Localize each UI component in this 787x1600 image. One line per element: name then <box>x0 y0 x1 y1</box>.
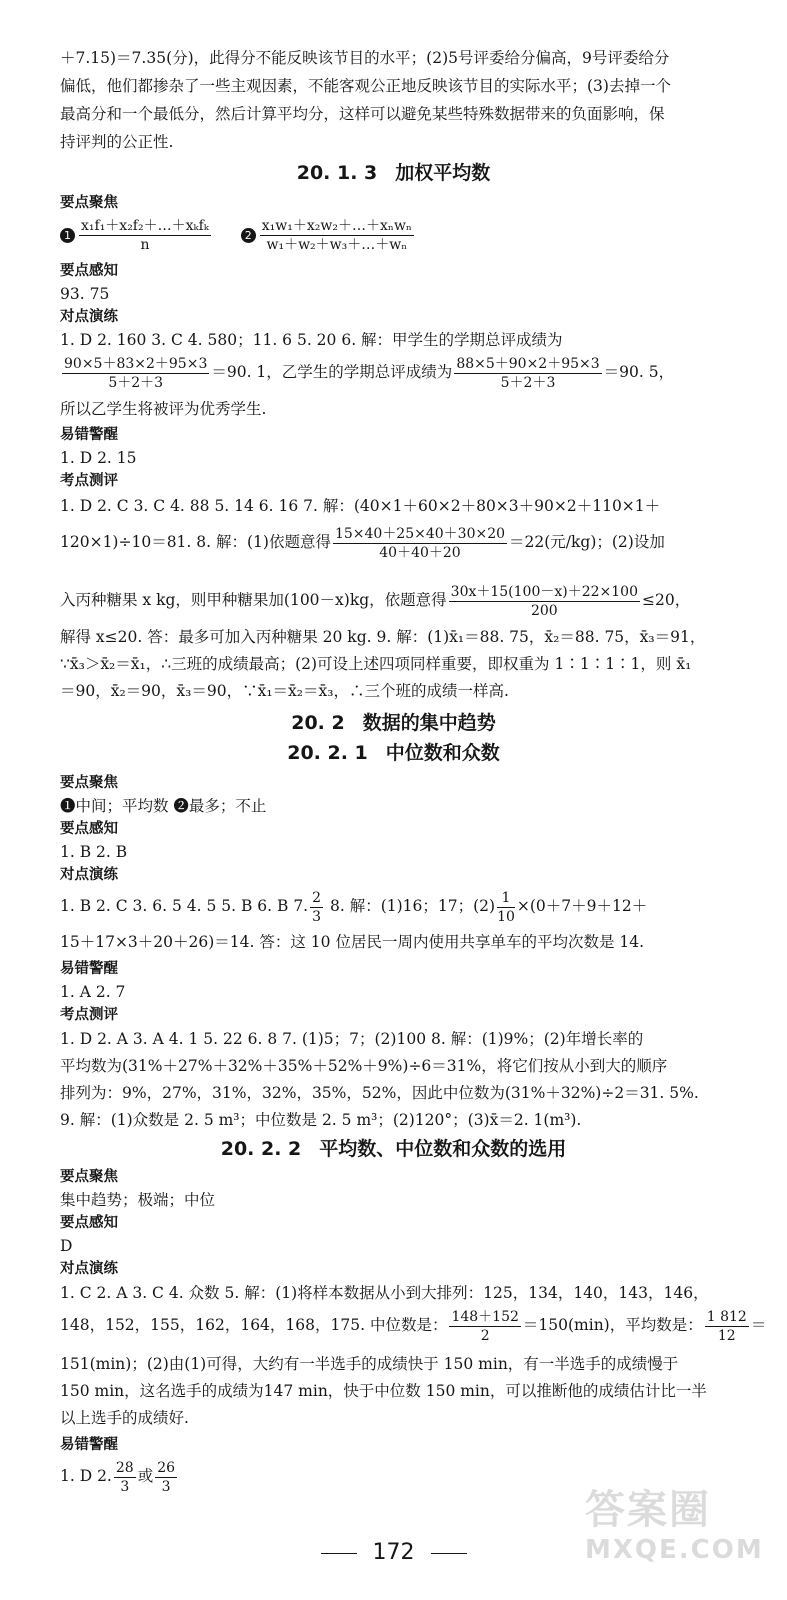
text-line: 150 min，这名选手的成绩为147 min，快于中位数 150 min，可以推断他的成绩估计比一半 <box>60 1382 707 1400</box>
text-line: 1. D 2. A 3. A 4. 1 5. 22 6. 8 7. (1)5；7；(2)100 8. 解：(1)9%；(2)年增长率的 <box>60 1030 644 1048</box>
subsection-label: 对点演练 <box>60 309 118 325</box>
fraction <box>79 217 211 254</box>
section-number: 20. 2. 1 <box>287 742 368 764</box>
subsection-label: 要点感知 <box>60 1215 118 1231</box>
numerator: 28 <box>115 1459 134 1476</box>
numerator: 90×5＋83×2＋95×3 <box>64 355 208 372</box>
formula-line <box>60 520 750 564</box>
text-line: 所以乙学生将被评为优秀学生. <box>60 400 267 418</box>
fraction <box>449 583 640 620</box>
denominator: 5＋2＋3 <box>108 374 164 391</box>
text-line: 持评判的公正性. <box>60 133 174 151</box>
denominator: 3 <box>312 908 322 925</box>
subsection-label: 对点演练 <box>60 1261 118 1277</box>
formula-line <box>60 1302 767 1348</box>
text-run: ＝22(元/kg)；(2)设加 <box>509 533 665 551</box>
dash-right <box>431 1553 467 1554</box>
text-run: 148，152，155，162，164，168，175. 中位数是： <box>60 1316 448 1334</box>
text-run: ＝90. 1，乙学生的学期总评成绩为 <box>211 363 453 381</box>
section-title: 数据的集中趋势 <box>362 712 496 734</box>
text-line: 1. C 2. A 3. C 4. 众数 5. 解：(1)将样本数据从小到大排列：125，134，140，143，146， <box>60 1284 709 1302</box>
text-line: 1. A 2. 7 <box>60 983 126 1001</box>
denominator: 10 <box>497 908 515 925</box>
numerator: 26 <box>157 1459 176 1476</box>
fraction <box>449 1308 520 1345</box>
section-title: 平均数、中位数和众数的选用 <box>319 1138 567 1160</box>
numerator: x₁w₁＋x₂w₂＋…＋xₙwₙ <box>261 217 412 234</box>
denominator: 40＋40＋20 <box>379 544 461 561</box>
subsection-label: 要点聚焦 <box>60 775 118 791</box>
text-line: 解得 x≤20. 答：最多可加入丙种糖果 20 kg. 9. 解：(1)x̄₁＝88. 75，x̄₂＝88. 75，x̄₃＝91， <box>60 628 706 646</box>
fraction <box>333 525 507 562</box>
section-title: 中位数和众数 <box>385 742 500 764</box>
numerator: 1 <box>497 889 515 908</box>
subsection-label: 易错警醒 <box>60 961 118 977</box>
page-number-text: 172 <box>372 1540 415 1565</box>
denominator: 200 <box>530 602 558 619</box>
section-title: 加权平均数 <box>395 162 491 184</box>
text-run: ＝90. 5， <box>603 363 675 381</box>
section-heading <box>0 710 787 736</box>
denominator: 2 <box>480 1327 490 1344</box>
fraction <box>497 889 515 926</box>
text-run: 1. B 2. C 3. 6. 5 4. 5 5. B 6. B 7. <box>60 897 309 915</box>
text-line: 1. D 2. 160 3. C 4. 580；11. 6 5. 20 6. 解：甲学生的学期总评成绩为 <box>60 331 563 349</box>
subsection-label: 对点演练 <box>60 867 118 883</box>
formula-line <box>60 578 750 622</box>
text-line: 排列为：9%，27%，31%，32%，35%，52%，因此中位数为(31%＋32%)÷2＝31. 5%. <box>60 1084 699 1102</box>
text-line: ❶中间；平均数 ❷最多；不止 <box>60 797 267 815</box>
text-line: 1. D 2. 15 <box>60 449 137 467</box>
text-line: 偏低，他们都掺杂了一些主观因素，不能客观公正地反映该节目的实际水平；(3)去掉一个 <box>60 77 671 95</box>
fraction <box>310 889 323 926</box>
text-run: 1. D 2. <box>60 1467 112 1485</box>
subsection-label: 要点感知 <box>60 263 118 279</box>
text-line: 1. B 2. B <box>60 843 128 861</box>
text-line: 集中趋势；极端；中位 <box>60 1191 216 1209</box>
fraction <box>155 1459 177 1496</box>
text-line: 1. D 2. C 3. C 4. 88 5. 14 6. 16 7. 解：(40×1＋60×2＋80×3＋90×2＋110×1＋ <box>60 497 661 515</box>
section-heading <box>0 1136 787 1162</box>
text-line: 最高分和一个最低分，然后计算平均分，这样可以避免某些特殊数据带来的负面影响，保 <box>60 105 665 123</box>
text-line: 以上选手的成绩好. <box>60 1409 189 1427</box>
subsection-label: 要点感知 <box>60 821 118 837</box>
denominator: w₁＋w₂＋w₃＋…＋wₙ <box>266 236 408 253</box>
subsection-label: 易错警醒 <box>60 1437 118 1453</box>
fraction <box>114 1459 136 1496</box>
watermark-text: 答案圈 <box>585 1487 711 1533</box>
denominator: n <box>140 236 150 253</box>
text-line: 平均数为(31%＋27%＋32%＋35%＋52%＋9%)÷6＝31%，将它们按从小到大的顺序 <box>60 1057 668 1075</box>
numerator: 88×5＋90×2＋95×3 <box>456 355 600 372</box>
formula-line <box>60 212 750 256</box>
section-heading <box>0 160 787 186</box>
numerator: 1 812 <box>706 1308 747 1325</box>
circled-number: 2 <box>241 228 256 243</box>
text-run: ＝150(min)，平均数是： <box>522 1316 703 1334</box>
denominator: 3 <box>161 1478 171 1495</box>
numerator: 2 <box>312 889 322 906</box>
fraction <box>260 217 414 254</box>
text-line: 93. 75 <box>60 285 110 303</box>
text-line: 151(min)；(2)由(1)可得，大约有一半选手的成绩快于 150 min，有一半选手的成绩慢于 <box>60 1355 679 1373</box>
watermark-logo <box>585 1478 775 1588</box>
text-run: ＝ <box>750 1316 767 1334</box>
numerator: x₁f₁＋x₂f₂＋…＋xₖfₖ <box>81 217 209 234</box>
text-line: ＝90，x̄₂＝90，x̄₃＝90，∵x̄₁＝x̄₂＝x̄₃，∴三个班的成绩一样高. <box>60 682 509 700</box>
circled-number: 1 <box>60 228 75 243</box>
text-run: ×(0＋7＋9＋12＋ <box>516 897 648 915</box>
subsection-label: 要点聚焦 <box>60 195 118 211</box>
subsection-label: 考点测评 <box>60 473 118 489</box>
subsection-label: 考点测评 <box>60 1007 118 1023</box>
denominator: 12 <box>717 1327 736 1344</box>
text-line: D <box>60 1237 73 1255</box>
subsection-label: 易错警醒 <box>60 427 118 443</box>
fraction <box>454 355 601 392</box>
section-number: 20. 2. 2 <box>220 1138 302 1160</box>
text-line: ＋7.15)＝7.35(分)，此得分不能反映该节目的水平；(2)5号评委给分偏高，9号评委给分 <box>60 49 670 67</box>
fraction <box>705 1308 749 1345</box>
section-heading <box>0 740 787 766</box>
text-run: 8. 解：(1)16；17；(2) <box>325 897 496 915</box>
denominator: 3 <box>120 1478 130 1495</box>
formula-line <box>60 350 750 394</box>
text-line: 9. 解：(1)众数是 2. 5 m³；中位数是 2. 5 m³；(2)120°；(3)x̄＝2. 1(m³). <box>60 1111 582 1129</box>
watermark-url: MXQE.COM <box>585 1535 764 1565</box>
formula-line <box>60 882 750 930</box>
numerator: 30x＋15(100－x)＋22×100 <box>450 583 638 600</box>
text-run: 或 <box>137 1467 154 1485</box>
numerator: 148＋152 <box>451 1308 519 1325</box>
text-run: 120×1)÷10＝81. 8. 解：(1)依题意得 <box>60 533 331 551</box>
section-number: 20. 1. 3 <box>296 162 378 184</box>
text-run: 入丙种糖果 x kg，则甲种糖果加(100－x)kg，依题意得 <box>60 591 447 609</box>
fraction <box>62 355 209 392</box>
text-line: 15＋17×3＋20＋26)＝14. 答：这 10 位居民一周内使用共享单车的平均次数是 14. <box>60 933 645 951</box>
subsection-label: 要点聚焦 <box>60 1169 118 1185</box>
dash-left <box>321 1553 357 1554</box>
numerator: 15×40＋25×40＋30×20 <box>334 525 506 542</box>
denominator: 5＋2＋3 <box>500 374 556 391</box>
text-line: ∵x̄₃＞x̄₂＝x̄₁，∴三班的成绩最高；(2)可设上述四项同样重要，即权重为 1∶1∶1∶1，则 x̄₁ <box>60 655 692 673</box>
section-number: 20. 2 <box>291 712 345 734</box>
text-run: ≤20， <box>642 591 691 609</box>
